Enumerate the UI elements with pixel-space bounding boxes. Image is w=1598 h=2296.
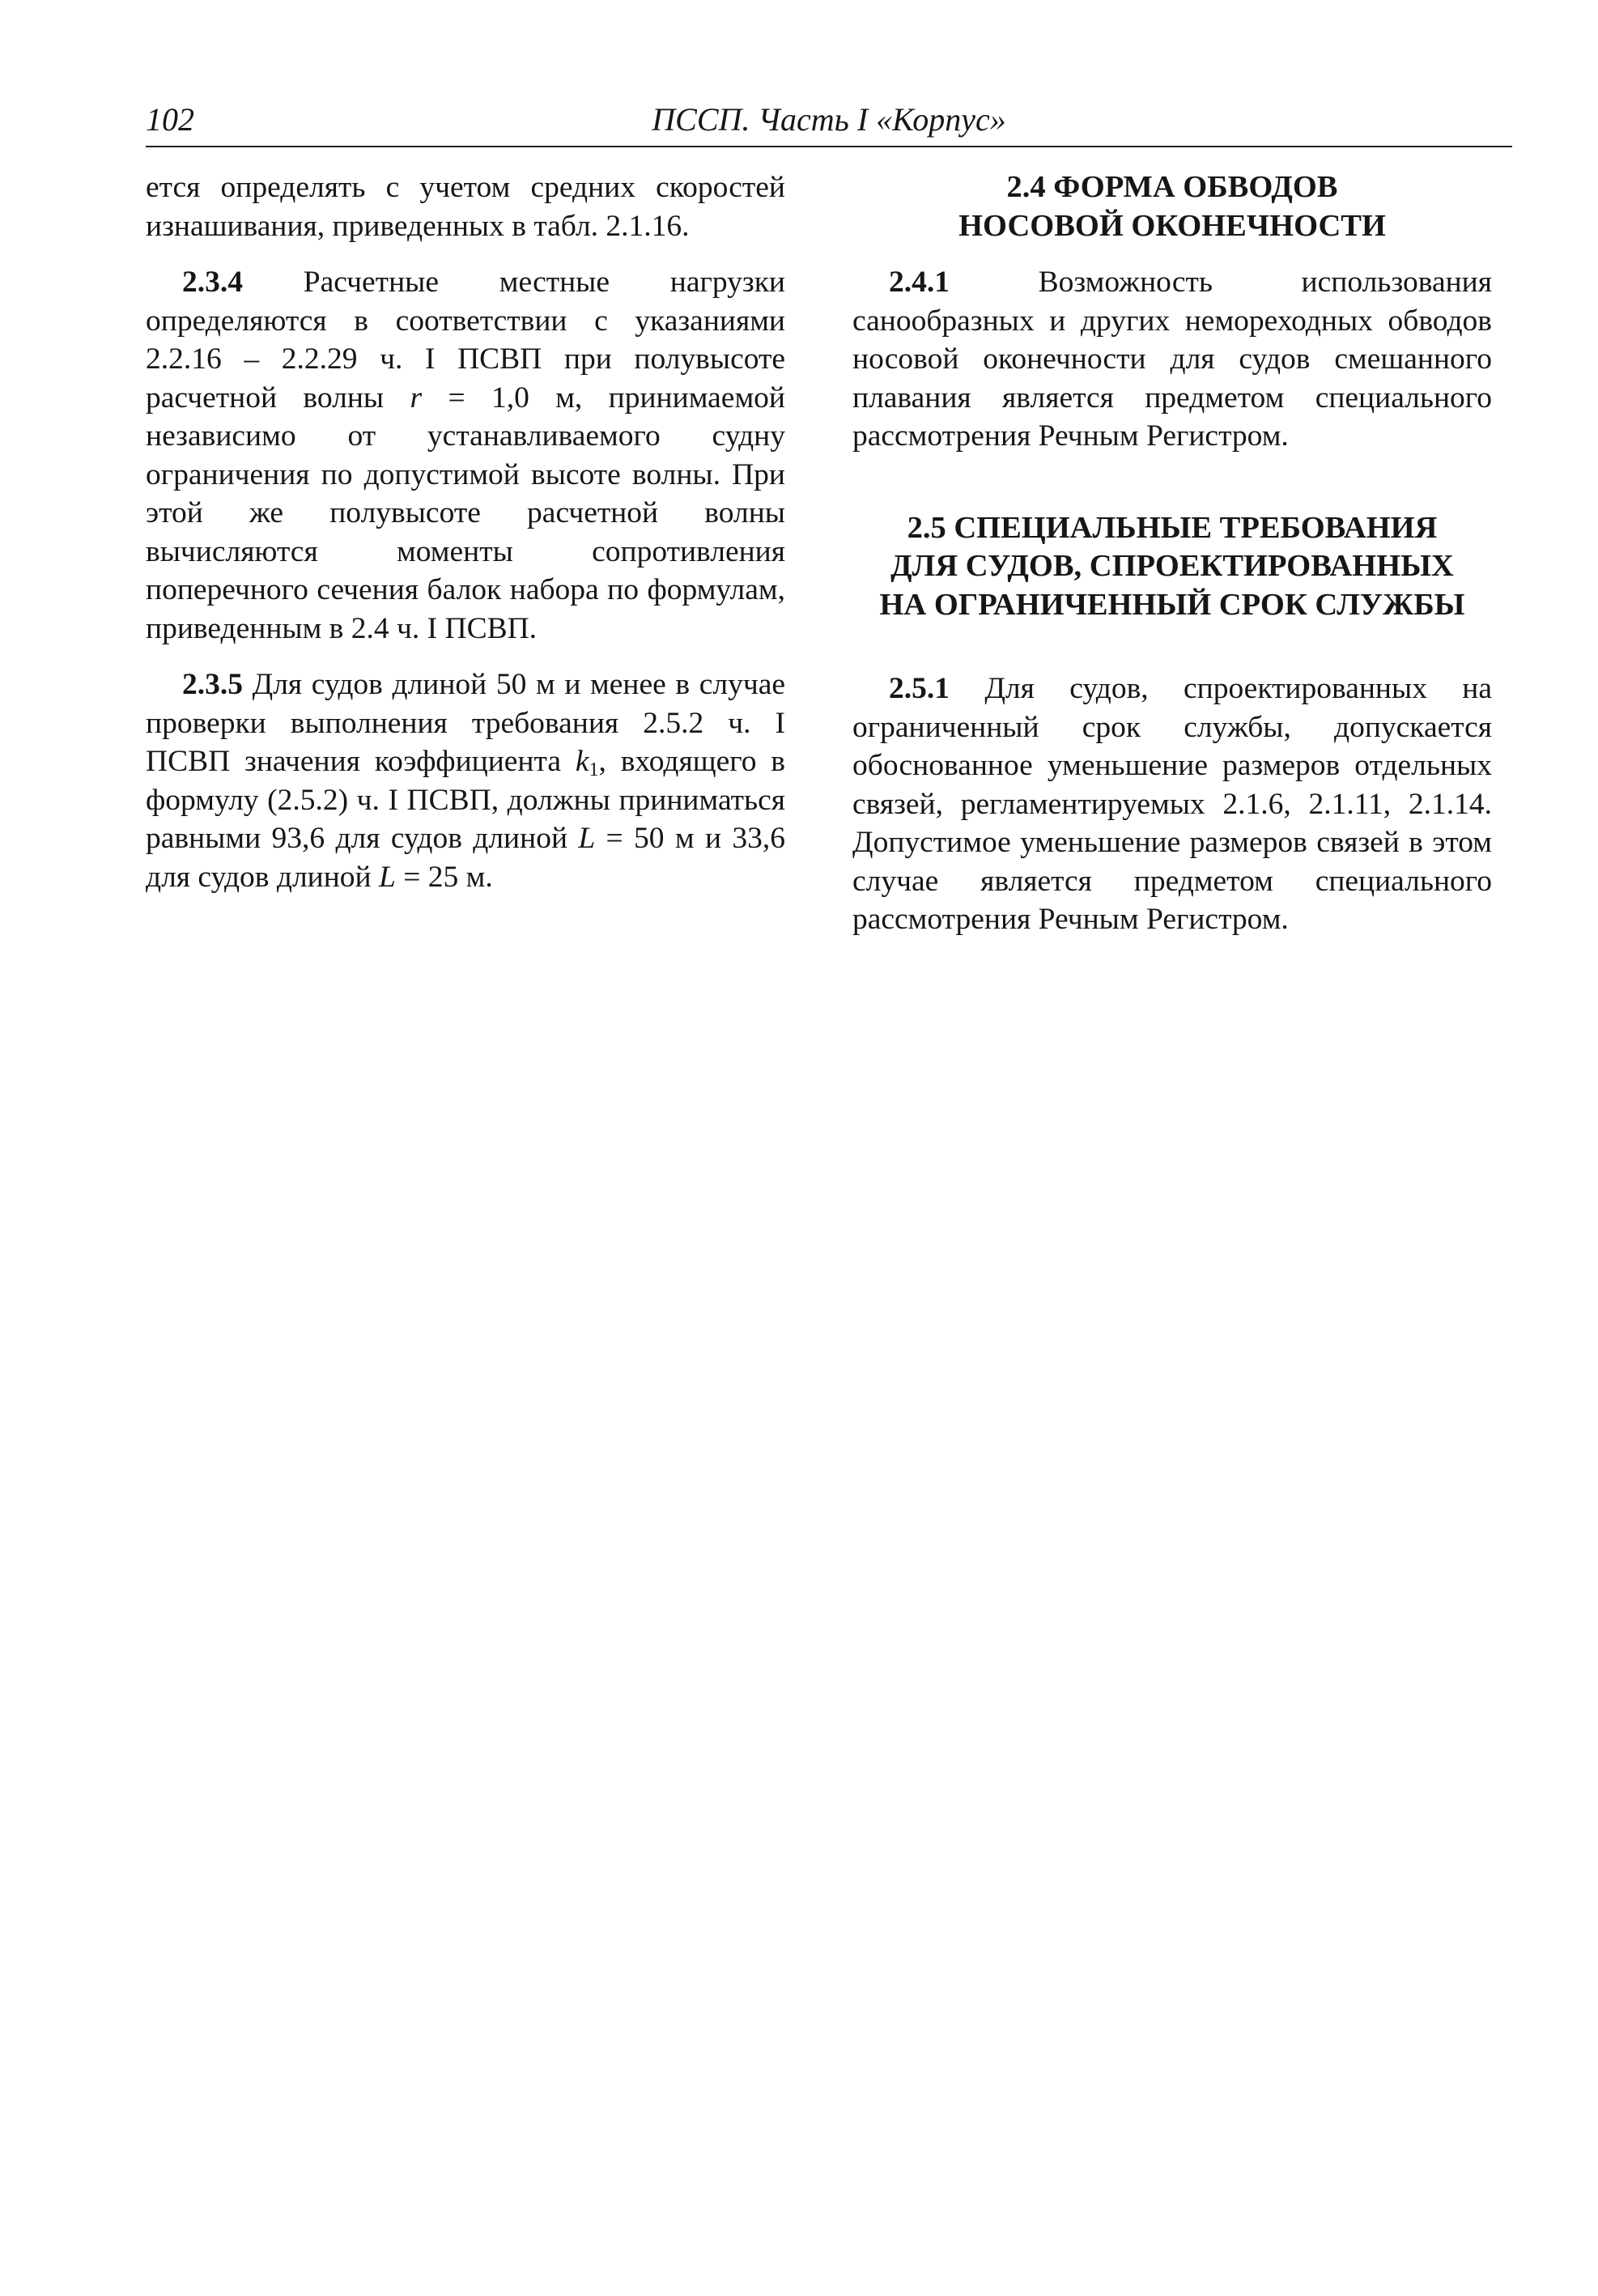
page-header <box>146 96 1512 147</box>
clause-number: 2.3.5 <box>182 668 243 701</box>
paragraph-continued: ется определять с учетом средних скоростей изнашивания, приведенных в табл. 2.1.16. <box>146 171 785 243</box>
paragraph-2-5-1 <box>852 670 1492 939</box>
heading-line: НОСОВОЙ ОКОНЕЧНОСТИ <box>958 208 1386 243</box>
heading-line: НА ОГРАНИЧЕННЫЙ СРОК СЛУЖБЫ <box>879 587 1465 622</box>
clause-number: 2.5.1 <box>889 672 950 705</box>
section-heading-2-5 <box>852 509 1492 625</box>
right-column <box>852 168 1492 939</box>
clause-text: Возможность использования санообразных и других немореходных обводов носовой оконечности для судов смешанного плавания является предметом специального рассмотрения Речным Регистром. <box>852 266 1492 453</box>
clause-text: = 1,0 м, принимаемой независимо от устанавливаемого судну ограничения по допустимой высоте волны. При этой же полувысоте расчетной волны вычисляются моменты сопротивления поперечного сечения балок набора по формулам, приведенным в 2.4 ч. I ПСВП. <box>146 381 786 645</box>
variable-L: L <box>578 822 596 855</box>
clause-text: = 50 м и 33,6 для судов длиной <box>146 822 785 894</box>
variable-r: r <box>410 381 423 415</box>
left-column <box>146 168 785 896</box>
variable-L: L <box>379 860 396 894</box>
page-number: 102 <box>146 101 194 138</box>
clause-text: Для судов длиной 50 м и менее в случае проверки выполнения требования 2.5.2 ч. I ПСВП значения коэффициента <box>146 668 785 778</box>
clause-text: Для судов, спроектированных на ограниченный срок службы, допускается обоснованное уменьшение размеров отдельных связей, регламентируемых 2.1.6, 2.1.11, 2.1.14. Допустимое уменьшение размеров связей в этом случае является предметом специального рассмотрения Речным Регистром. <box>852 672 1492 936</box>
clause-text: = 25 м. <box>395 860 493 894</box>
clause-text: Расчетные местные нагрузки определяются в соответствии с указаниями 2.2.16 – 2.2.29 ч. I ПСВП при полувысоте расчетной волны <box>146 266 785 415</box>
variable-k-subscript: 1 <box>589 759 599 780</box>
clause-text: , входящего в формулу (2.5.2) ч. I ПСВП, должны приниматься равными 93,6 для судов длиной <box>146 745 785 855</box>
running-title: ПССП. Часть I «Корпус» <box>652 101 1006 138</box>
section-heading-2-4 <box>852 168 1492 245</box>
heading-line: ДЛЯ СУДОВ, СПРОЕКТИРОВАННЫХ <box>890 549 1454 583</box>
clause-number: 2.4.1 <box>889 266 950 299</box>
paragraph-2-4-1 <box>852 263 1492 456</box>
variable-k: k <box>575 745 589 778</box>
paragraph-2-3-4 <box>146 263 785 648</box>
heading-line: 2.4 ФОРМА ОБВОДОВ <box>1006 170 1338 204</box>
clause-number: 2.3.4 <box>182 266 243 299</box>
paragraph-2-3-5 <box>146 665 785 896</box>
heading-line: 2.5 СПЕЦИАЛЬНЫЕ ТРЕБОВАНИЯ <box>907 510 1438 545</box>
